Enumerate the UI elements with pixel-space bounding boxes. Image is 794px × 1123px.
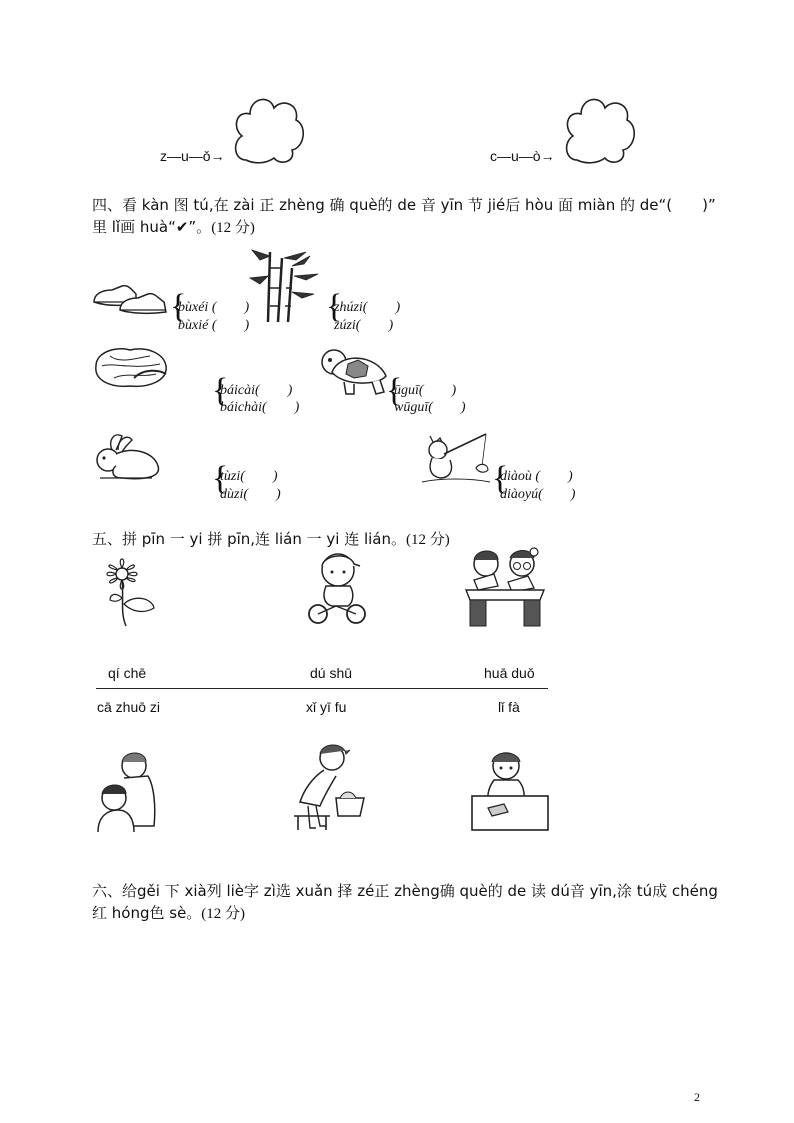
q6-instruction-line1: 六、给gěi 下 xià列 liè字 zì选 xuǎn 择 zé正 zhèng确 què的 de 读 dú音 yīn,涂 tú成 chéng bbox=[92, 882, 718, 900]
cat-fishing-icon bbox=[420, 430, 492, 486]
q6-score: (12 分) bbox=[201, 906, 246, 922]
q4-score: (12 分) bbox=[211, 220, 255, 236]
option-turtle-1[interactable]: ūguī( ) bbox=[394, 383, 457, 398]
option-shoes-2[interactable]: bùxié ( ) bbox=[178, 318, 250, 333]
cabbage-icon bbox=[90, 344, 172, 390]
option-cabbage-1[interactable]: báicài( ) bbox=[220, 383, 293, 398]
turtle-icon bbox=[318, 346, 392, 398]
flower-box-1 bbox=[232, 96, 306, 164]
option-fishing-2[interactable]: diàoyú( ) bbox=[500, 487, 576, 502]
option-rabbit-1[interactable]: tùzi( ) bbox=[220, 469, 278, 484]
brace-3: { bbox=[212, 372, 229, 409]
option-cabbage-2[interactable]: báichài( ) bbox=[220, 400, 300, 415]
shoes-icon bbox=[92, 280, 170, 318]
divider-line bbox=[96, 688, 548, 689]
pinyin-qiche[interactable]: qí chē bbox=[108, 665, 147, 681]
q4-instruction-line2 bbox=[92, 216, 255, 239]
brace-2: { bbox=[326, 288, 343, 325]
q5-score: (12 分) bbox=[406, 532, 450, 548]
option-fishing-1[interactable]: diàoù ( ) bbox=[500, 469, 573, 484]
q6-instruction-text: 红 hóng色 sè。 bbox=[92, 904, 202, 922]
syllable-cuo: c—u—ò→ bbox=[490, 148, 555, 164]
brace-6: { bbox=[492, 460, 509, 497]
flower-icon bbox=[96, 554, 158, 628]
rabbit-icon bbox=[92, 432, 164, 482]
pinyin-xiyifu[interactable]: xǐ yī fu bbox=[306, 699, 347, 715]
wiping-table-icon bbox=[470, 748, 550, 832]
syllable-zuo: z—u—ǒ→ bbox=[160, 148, 225, 164]
option-shoes-1[interactable]: bùxéi ( ) bbox=[178, 300, 250, 315]
q6-instruction-line2 bbox=[92, 902, 245, 925]
boy-cycling-icon bbox=[306, 548, 368, 628]
flower-box-2 bbox=[563, 96, 637, 164]
children-reading-icon bbox=[462, 546, 548, 630]
brace-4: { bbox=[386, 372, 403, 409]
option-bamboo-1[interactable]: zhúzi( ) bbox=[334, 300, 401, 315]
pinyin-lifa[interactable]: lǐ fà bbox=[498, 699, 520, 715]
q4-instruction-text: 里 lǐ画 huà“✔”。 bbox=[92, 218, 212, 236]
pinyin-huaduo[interactable]: huā duǒ bbox=[484, 665, 535, 681]
pinyin-dushu[interactable]: dú shū bbox=[310, 665, 353, 681]
washing-clothes-icon bbox=[290, 740, 366, 836]
option-rabbit-2[interactable]: dùzi( ) bbox=[220, 487, 281, 502]
brace-1: { bbox=[170, 288, 187, 325]
q5-instruction-text: 五、拼 pīn 一 yi 拼 pīn,连 lián 一 yi 连 lián。 bbox=[92, 530, 406, 548]
bamboo-icon bbox=[248, 248, 322, 324]
page-number: 2 bbox=[694, 1090, 700, 1104]
brace-5: { bbox=[212, 460, 229, 497]
q4-instruction-line1: 四、看 kàn 图 tú,在 zài 正 zhèng 确 què的 de 音 yīn 节 jié后 hòu 面 miàn 的 de“( )” bbox=[92, 196, 716, 214]
pinyin-cazhuozi[interactable]: cā zhuō zi bbox=[97, 699, 161, 715]
option-turtle-2[interactable]: wūguī( ) bbox=[394, 400, 466, 415]
haircut-icon bbox=[94, 746, 160, 832]
q5-instruction bbox=[92, 528, 450, 551]
option-bamboo-2[interactable]: zúzi( ) bbox=[334, 318, 394, 333]
